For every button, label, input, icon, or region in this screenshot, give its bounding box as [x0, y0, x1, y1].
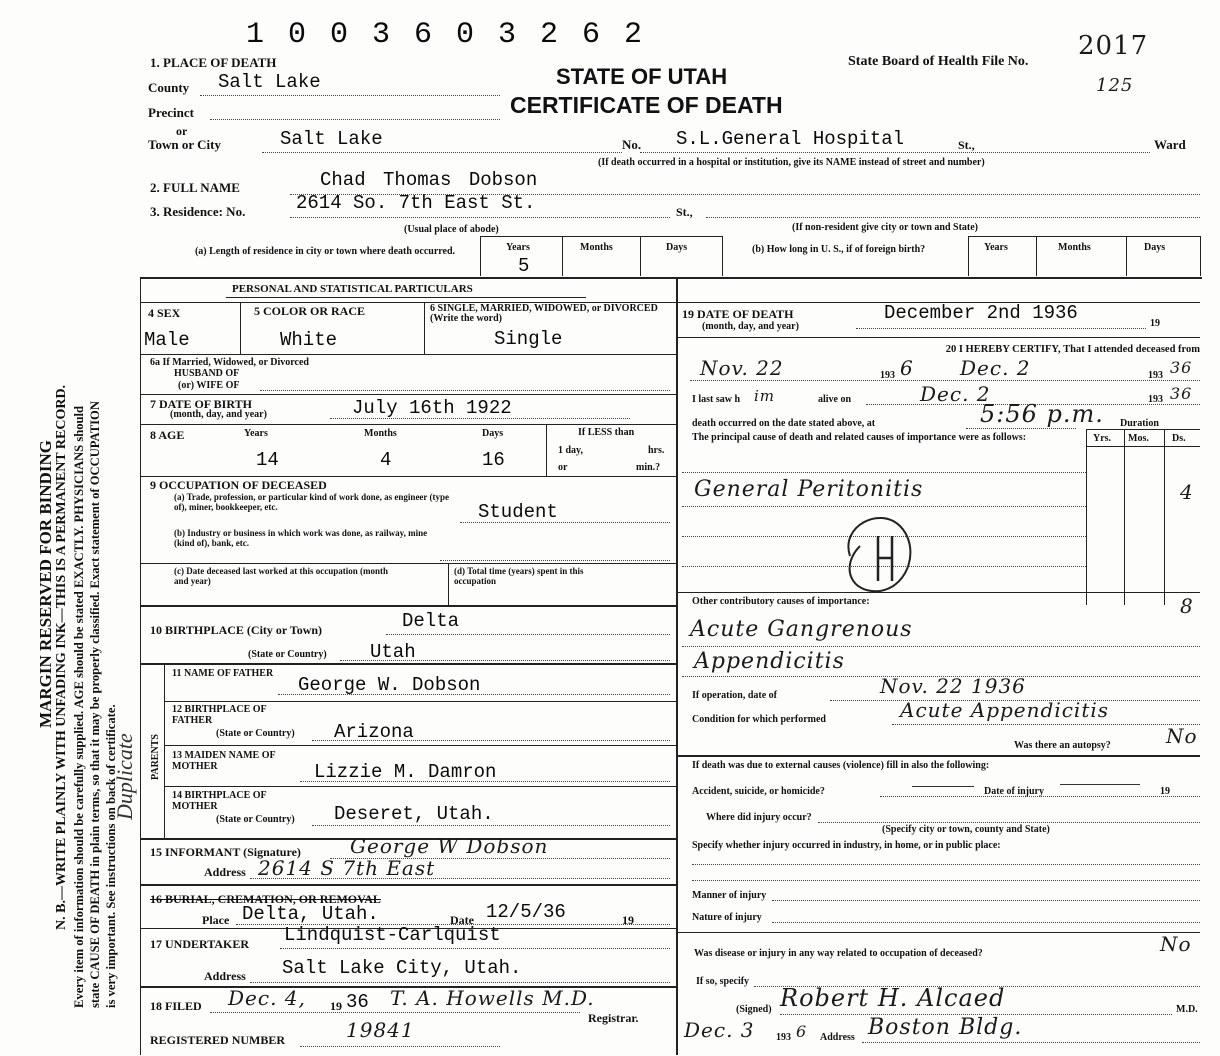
last-saw-year: 36 [1170, 384, 1193, 403]
residence-label: 3. Residence: No. [150, 204, 246, 219]
place-of-death-heading: 1. PLACE OF DEATH [150, 55, 277, 70]
margin-every-note: Every item of information should be carefully supplied. AGE should be stated EXACTLY. PHYSICIANS should [72, 405, 86, 1008]
burial-label: 16 BURIAL, CREMATION, OR REMOVAL [150, 892, 381, 906]
attended-from-193: 193 [880, 370, 895, 381]
age-days: 16 [482, 449, 505, 471]
usual-abode-note: (Usual place of abode) [404, 224, 499, 235]
undertaker-value: Lindquist-Carlquist [284, 924, 501, 946]
margin-binding-note: MARGIN RESERVED FOR BINDING [36, 440, 55, 728]
occurred-label: death occurred on the date stated above, at [692, 418, 876, 429]
town-value: Salt Lake [280, 128, 383, 150]
ward-label: Ward [1154, 137, 1186, 152]
attended-from-year: 6 [900, 356, 914, 380]
undertaker-address: Salt Lake City, Utah. [282, 957, 522, 979]
if-less-label: If LESS than [578, 427, 635, 438]
certificate-serial-number: 1 0 0 3 6 0 3 2 6 2 [246, 18, 646, 52]
filed-19: 19 [330, 999, 342, 1013]
informant-address-label: Address [204, 865, 246, 879]
st-label: St., [958, 138, 975, 152]
age-years: 14 [256, 449, 279, 471]
alive-on-label: alive on [818, 394, 852, 405]
occupation-label: 9 OCCUPATION OF DECEASED [150, 478, 327, 492]
no-label: No. [622, 137, 642, 152]
age-months: 4 [380, 449, 392, 471]
margin-scrawl: Duplicate [112, 733, 137, 820]
autopsy-value: No [1166, 724, 1198, 748]
manner-label: Manner of injury [692, 890, 767, 901]
marital-value: Single [494, 328, 563, 350]
birthplace-label: 10 BIRTHPLACE (City or Town) [150, 623, 323, 637]
autopsy-label: Was there an autopsy? [1014, 740, 1111, 751]
burial-date: 12/5/36 [486, 901, 566, 923]
burial-place: Delta, Utah. [242, 903, 379, 925]
undertaker-address-label: Address [204, 969, 246, 983]
certify-text: 20 I HEREBY CERTIFY, That I attended deceased from [945, 344, 1200, 355]
accident-label: Accident, suicide, or homicide? [692, 786, 825, 797]
undertaker-label: 17 UNDERTAKER [150, 937, 250, 951]
occupation-related-label: Was disease or injury in any way related to occupation of deceased? [694, 948, 983, 959]
last-saw-him: im [754, 387, 776, 405]
other-causes-label: Other contributory causes of importance: [692, 596, 870, 607]
where-injury-sub: (Specify city or town, county and State) [882, 824, 1050, 835]
county-value: Salt Lake [218, 71, 321, 93]
filed-label: 18 FILED [150, 999, 202, 1013]
or-label: or [176, 124, 188, 138]
occupation-value: Student [478, 501, 558, 523]
where-injury-label: Where did injury occur? [706, 812, 812, 823]
age-days-header: Days [482, 428, 504, 439]
residence-years: 5 [518, 255, 530, 277]
burial-19: 19 [622, 913, 634, 927]
injury-19: 19 [1160, 786, 1170, 797]
length-residence-label: (a) Length of residence in city or town where death occurred. [194, 246, 456, 257]
attended-from: Nov. 22 [700, 356, 784, 380]
sign-193: 193 [776, 1032, 791, 1043]
last-saw-date: Dec. 2 [920, 382, 991, 406]
months-header: Months [580, 242, 613, 253]
occupation-b-label: (b) Industry or business in which work was done, as railway, mine (kind of), bank, etc. [174, 528, 428, 548]
title-certificate: CERTIFICATE OF DEATH [510, 92, 783, 118]
father-value: George W. Dobson [298, 674, 481, 696]
nonresident-note: (If non-resident give city or town and State) [792, 222, 979, 233]
father-bp-state-label: (State or Country) [216, 728, 295, 739]
title-state: STATE OF UTAH [556, 64, 728, 89]
dob-label: 7 DATE OF BIRTH [150, 397, 252, 411]
spouse-label-2: HUSBAND OF [174, 368, 240, 379]
parents-label: PARENTS [150, 734, 161, 780]
occupation-a-label: (a) Trade, profession, or particular kind of work done, as engineer (type of), miner, bookkeeper, etc. [174, 492, 450, 512]
filed-date: Dec. 4, [228, 986, 306, 1010]
margin-very-note: is very important. See instructions on back of certificate. [104, 704, 118, 1008]
sex-value: Male [144, 329, 190, 351]
occupation-c-label: (c) Date deceased last worked at this occupation (month and year) [174, 566, 388, 586]
margin-state-note: state CAUSE OF DEATH in plain terms, so that it may be properly classified. Exact statement of OCCUPATION [88, 401, 102, 1008]
physician-address: Boston Bldg. [868, 1015, 1023, 1040]
us-length-label: (b) How long in U. S., if of foreign birth? [752, 244, 926, 255]
residence-value: 2614 So. 7th East St. [296, 192, 536, 214]
operation-date: Nov. 22 1936 [880, 674, 1026, 698]
spouse-label-1: 6a If Married, Widowed, or Divorced [150, 357, 309, 368]
mos-header: Mos. [1128, 433, 1149, 444]
spouse-label-3: (or) WIFE OF [178, 380, 240, 391]
other-cause-duration: 8 [1180, 594, 1194, 618]
initials-mark [830, 506, 950, 596]
principal-cause: General Peritonitis [694, 477, 924, 502]
marital-label: 6 SINGLE, MARRIED, WIDOWED, or DIVORCED (Write the word) [430, 303, 658, 324]
dod-sub: (month, day, and year) [702, 321, 799, 332]
mother-label: 13 MAIDEN NAME OF MOTHER [172, 750, 276, 772]
md-label: M.D. [1176, 1004, 1198, 1015]
or-min-label: or [558, 462, 568, 473]
physician-address-label: Address [820, 1032, 855, 1043]
nature-label: Nature of injury [692, 912, 762, 923]
yrs-header: Yrs. [1093, 433, 1112, 444]
burial-place-label: Place [202, 913, 230, 927]
signed-label: (Signed) [736, 1004, 772, 1015]
birthplace-state-label: (State or Country) [248, 649, 327, 660]
min-label: min.? [636, 462, 661, 473]
father-birthplace-label: 12 BIRTHPLACE OF FATHER [172, 704, 267, 726]
last-saw-label: I last saw h [692, 394, 741, 405]
dob-sub: (month, day, and year) [170, 409, 267, 420]
one-day-label: 1 day, [558, 445, 584, 456]
hospital-value: S.L.General Hospital [676, 128, 905, 150]
burial-date-label: Date [450, 913, 474, 927]
physician-signature: Robert H. Alcaed [780, 984, 1006, 1012]
informant-signature: George W Dobson [350, 834, 549, 858]
residence-st-label: St., [676, 205, 693, 219]
other-cause-1: Acute Gangrenous [690, 617, 913, 642]
cause-label: The principal cause of death and related causes of importance were as follows: [692, 432, 1027, 443]
dob-value: July 16th 1922 [352, 397, 512, 419]
dod-label: 19 DATE OF DEATH [682, 307, 794, 321]
sign-date: Dec. 3 [684, 1018, 755, 1042]
us-months-header: Months [1058, 242, 1091, 253]
condition-value: Acute Appendicitis [900, 698, 1110, 722]
full-name-value: Chad Thomas Dobson [320, 169, 538, 191]
color-value: White [280, 329, 338, 351]
operation-label: If operation, date of [692, 690, 777, 701]
mother-birthplace: Deseret, Utah. [334, 803, 494, 825]
filed-year: 36 [346, 991, 369, 1013]
specify-label: Specify whether injury occurred in industry, in home, or in public place: [692, 840, 1001, 851]
informant-address: 2614 S 7th East [258, 856, 436, 880]
father-birthplace: Arizona [334, 721, 414, 743]
principal-cause-duration: 4 [1180, 480, 1194, 504]
duration-header: Duration [1120, 418, 1159, 429]
us-days-header: Days [1144, 242, 1166, 253]
personal-header: PERSONAL AND STATISTICAL PARTICULARS [232, 283, 473, 295]
birthplace-city: Delta [402, 610, 460, 632]
condition-label: Condition for which performed [692, 714, 826, 725]
death-time: 5:56 p.m. [980, 400, 1104, 428]
age-years-header: Years [244, 428, 268, 439]
sex-label: 4 SEX [148, 306, 181, 320]
attended-to-year: 36 [1170, 358, 1193, 377]
last-saw-193: 193 [1148, 394, 1163, 405]
county-label: County [148, 80, 190, 95]
town-label: Town or City [148, 137, 221, 152]
dod-19: 19 [1150, 318, 1160, 329]
other-cause-2: Appendicitis [694, 649, 845, 674]
hrs-label: hrs. [648, 445, 665, 456]
full-name-label: 2. FULL NAME [150, 180, 240, 195]
mother-bp-state-label: (State or Country) [216, 814, 295, 825]
if-so-label: If so, specify [696, 976, 750, 987]
birthplace-state: Utah [370, 641, 416, 663]
file-no-label: State Board of Health File No. [848, 54, 1029, 69]
attended-to: Dec. 2 [960, 356, 1031, 380]
dod-value: December 2nd 1936 [884, 302, 1078, 324]
ds-header: Ds. [1172, 433, 1186, 444]
injury-date-label: Date of injury [984, 786, 1044, 797]
occupation-d-label: (d) Total time (years) spent in this occupation [454, 566, 584, 586]
mother-value: Lizzie M. Damron [314, 761, 497, 783]
mother-birthplace-label: 14 BIRTHPLACE OF MOTHER [172, 790, 267, 812]
registrar-signature: T. A. Howells M.D. [390, 986, 595, 1010]
file-sub-no: 125 [1096, 75, 1134, 96]
us-years-header: Years [984, 242, 1008, 253]
attended-to-193: 193 [1148, 370, 1163, 381]
sign-year: 6 [796, 1022, 808, 1041]
father-label: 11 NAME OF FATHER [172, 668, 274, 679]
days-header: Days [666, 242, 688, 253]
age-label: 8 AGE [150, 428, 185, 442]
informant-label: 15 INFORMANT (Signature) [150, 845, 301, 859]
occupation-related-value: No [1160, 932, 1192, 956]
hospital-note: (If death occurred in a hospital or institution, give its NAME instead of street and number) [598, 157, 985, 168]
age-months-header: Months [364, 428, 397, 439]
precinct-label: Precinct [148, 105, 194, 120]
years-header: Years [506, 242, 530, 253]
registrar-label: Registrar. [588, 1011, 639, 1025]
reg-no-value: 19841 [346, 1018, 415, 1042]
external-label: If death was due to external causes (violence) fill in also the following: [692, 760, 990, 771]
margin-nb-note: N. B.—WRITE PLAINLY WITH UNFADING INK—THIS IS A PERMANENT RECORD. [54, 384, 69, 930]
file-no: 2017 [1078, 31, 1149, 61]
color-label: 5 COLOR OR RACE [254, 304, 366, 318]
reg-no-label: REGISTERED NUMBER [150, 1033, 286, 1047]
